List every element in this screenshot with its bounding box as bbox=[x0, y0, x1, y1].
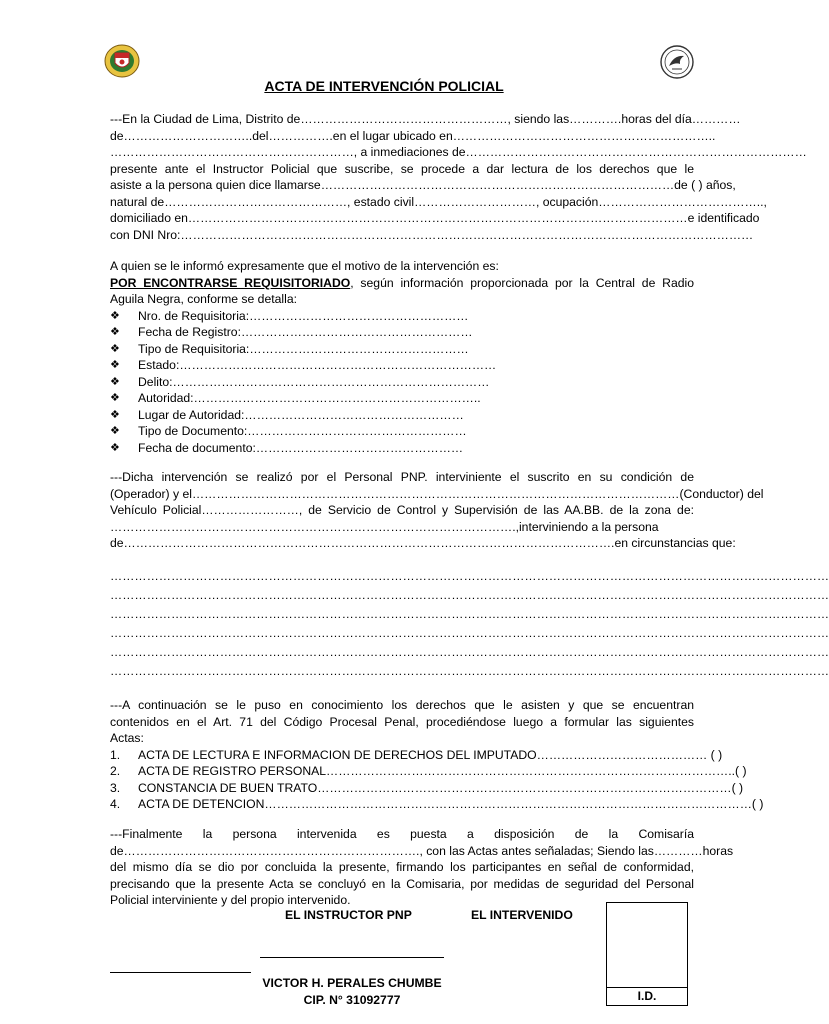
intro-line: de…………………………..del…………….en el lugar ubicado en……………………………………………………….. bbox=[110, 128, 716, 143]
list-item: 3. CONSTANCIA DE BUEN TRATO…………………………………………………………………………………………( ) bbox=[110, 780, 744, 795]
intervenido-signature-line bbox=[110, 972, 251, 973]
intervencion-line: ---Dicha intervención se realizó por el Personal PNP. interviniente el suscrito en su condición de bbox=[110, 470, 694, 484]
list-item: ❖ Autoridad:…………………………………………………………….. bbox=[110, 391, 481, 405]
list-item: ❖ Nro. de Requisitoria:……………………………………………… bbox=[110, 308, 469, 323]
list-item: ❖ Lugar de Autoridad:……………………………………………… bbox=[110, 407, 464, 422]
final-line: Policial interviniente y del propio intervenido. bbox=[110, 893, 351, 907]
bullet-diamond-icon: ❖ bbox=[110, 309, 120, 322]
bullet-diamond-icon: ❖ bbox=[110, 441, 120, 454]
bullet-diamond-icon: ❖ bbox=[110, 408, 120, 421]
instructor-cip: CIP. N° 31092777 bbox=[303, 993, 401, 1007]
dotted-line: …………………………………………………………………………………………………………………………………………………………… bbox=[110, 588, 829, 602]
id-box-divider bbox=[607, 987, 687, 988]
final-line: precisando que la presente Acta se concluyó en la Comisaria, por medidas de seguridad del Personal bbox=[110, 876, 694, 891]
list-item: 2. ACTA DE REGISTRO PERSONAL………………………………………………………………………………………..( ) bbox=[110, 764, 747, 778]
dotted-line: …………………………………………………………………………………………………………………………………………………………… bbox=[110, 569, 829, 583]
dotted-line: …………………………………………………………………………………………………………………………………………………………… bbox=[110, 626, 829, 640]
intervencion-line: (Operador) y el…………………………………………………………………………………………………………(Conductor) del bbox=[110, 486, 764, 501]
intervencion-line: Vehículo Policial……………………, de Servicio de Control y Supervisión de las AA.BB. de la zona de: bbox=[110, 503, 694, 517]
list-item: ❖ Fecha de documento:…………………………………………… bbox=[110, 440, 464, 455]
intro-line: presente ante el Instructor Policial que suscribe, se procede a dar lectura de los derechos que le bbox=[110, 161, 694, 176]
intervencion-line: de………………………………………………………………………………………………………….en circunstancias que: bbox=[110, 536, 736, 550]
list-item: ❖ Estado:…………………………………………………………………… bbox=[110, 358, 497, 372]
bullet-diamond-icon: ❖ bbox=[110, 425, 120, 437]
dotted-line: …………………………………………………………………………………………………………………………………………………………… bbox=[110, 645, 829, 659]
intro-paragraph bbox=[110, 111, 807, 243]
intervenido-label: EL INTERVENIDO bbox=[471, 908, 573, 922]
intro-line: natural de………………………………………, estado civil…………………………, ocupación………………………………….., bbox=[110, 194, 767, 209]
bullet-diamond-icon: ❖ bbox=[110, 392, 120, 404]
intro-line: ……………………………………………………, a inmediaciones de………………………………………………………………………… bbox=[110, 145, 807, 159]
bullet-diamond-icon: ❖ bbox=[110, 342, 120, 355]
id-box-label: I.D. bbox=[637, 989, 657, 1003]
actas-list bbox=[110, 747, 764, 813]
instructor-label: EL INSTRUCTOR PNP bbox=[285, 908, 412, 922]
instructor-signature-line bbox=[260, 957, 444, 958]
police-shield-emblem-icon bbox=[104, 44, 140, 78]
intro-line: domiciliado en……………………………………………………………………………………………………………e identificado bbox=[110, 211, 760, 225]
intervencion-paragraph bbox=[110, 469, 764, 552]
intro-line: asiste a la persona quien dice llamarse……………………………………………………………………………de ( ) años, bbox=[110, 178, 736, 192]
circunstancias-lines bbox=[110, 567, 829, 681]
dotted-line: …………………………………………………………………………………………………………………………………………………………… bbox=[110, 607, 829, 621]
motivo-section bbox=[110, 258, 694, 456]
intervencion-line: ……………………………………………………………………………………….,interviniendo a la persona bbox=[110, 519, 659, 534]
derechos-line: contenidos en el Art. 71 del Código Procesal Penal, procediéndose luego a formular las siguientes bbox=[110, 714, 694, 729]
bullet-diamond-icon: ❖ bbox=[110, 359, 120, 371]
intro-line: con DNI Nro:…………………………………………………………………………………………………………………………… bbox=[110, 227, 754, 242]
final-line: ---Finalmente la persona intervenida es puesta a disposición de la Comisaría bbox=[110, 827, 694, 841]
bullet-diamond-icon: ❖ bbox=[110, 375, 120, 388]
list-item: ❖ Tipo de Documento:……………………………………………… bbox=[110, 424, 467, 438]
document-title: ACTA DE INTERVENCIÓN POLICIAL bbox=[264, 78, 504, 94]
bullet-diamond-icon: ❖ bbox=[110, 326, 120, 338]
dotted-line: …………………………………………………………………………………………………………………………………………………………… bbox=[110, 664, 829, 678]
final-line: de………………………………………………………………., con las Actas antes señaladas; Siendo las…………horas bbox=[110, 843, 734, 858]
final-line: del mismo día se dio por concluida la presente, firmando los participantes en señal de conformidad, bbox=[110, 860, 694, 874]
list-item: 4. ACTA DE DETENCION…………………………………………………………………………………………………………( ) bbox=[110, 797, 764, 811]
derechos-line: ---A continuación se le puso en conocimiento los derechos que le asisten y que se encuentran bbox=[110, 698, 694, 712]
motivo-reason-bold: POR ENCONTRARSE REQUISITORIADO bbox=[110, 275, 351, 290]
motivo-reason-rest: , según información proporcionada por la Central de Radio bbox=[350, 275, 694, 290]
list-item: ❖ Delito:…………………………………………………………………… bbox=[110, 374, 490, 389]
list-item: 1. ACTA DE LECTURA E INFORMACION DE DERECHOS DEL IMPUTADO…………………………………… ( ) bbox=[110, 747, 723, 762]
list-item: ❖ Fecha de Registro:………………………………………………… bbox=[110, 325, 473, 339]
derechos-line: Actas: bbox=[110, 731, 144, 745]
motivo-lead: A quien se le informó expresamente que el motivo de la intervención es: bbox=[110, 259, 499, 273]
fingerprint-id-box bbox=[606, 902, 688, 1006]
requisitoria-list bbox=[110, 308, 694, 457]
intro-line: ---En la Ciudad de Lima, Distrito de……………………………………………, siendo las………….horas del día………… bbox=[110, 112, 741, 126]
seal-emblem-icon bbox=[660, 45, 694, 79]
instructor-name: VICTOR H. PERALES CHUMBE bbox=[262, 976, 442, 990]
final-paragraph bbox=[110, 826, 734, 909]
motivo-line: Aguila Negra, conforme se detalla: bbox=[110, 292, 297, 306]
list-item: ❖ Tipo de Requisitoria:……………………………………………… bbox=[110, 341, 469, 356]
motivo-reason bbox=[110, 275, 694, 292]
derechos-paragraph bbox=[110, 697, 764, 813]
